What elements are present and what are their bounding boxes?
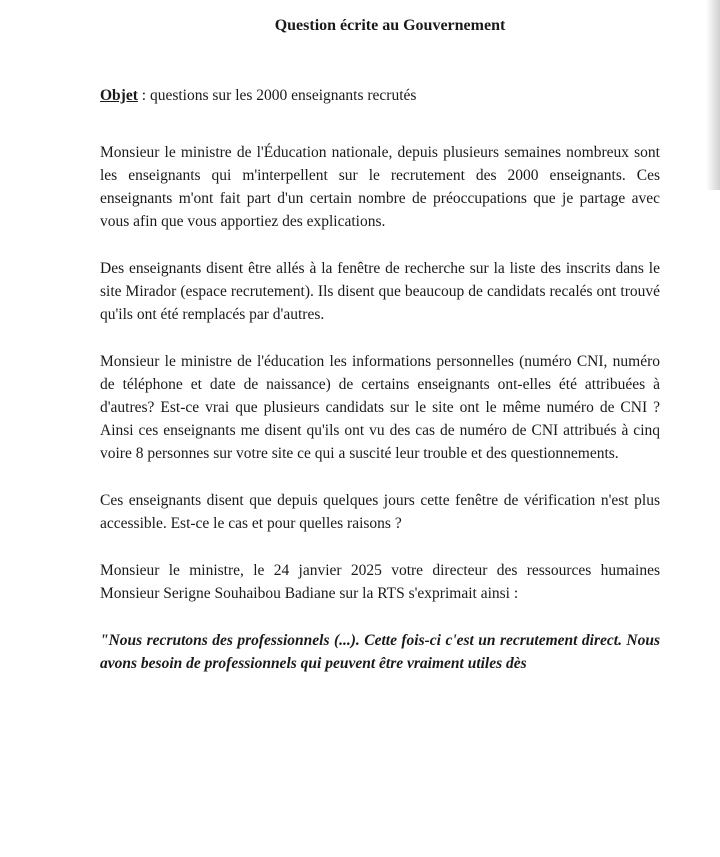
paragraph-4: Ces enseignants disent que depuis quelques jours cette fenêtre de vérification n'est plus accessible. Est-ce le cas et pour quelles raisons ? (100, 492, 660, 532)
objet-label: Objet (100, 87, 138, 104)
quote-paragraph: "Nous recrutons des professionnels (...). Cette fois-ci c'est un recrutement direct. Nous avons besoin de professionnels qui peuvent être vraiment utiles dès (100, 632, 660, 672)
paragraph-1: Monsieur le ministre de l'Éducation nationale, depuis plusieurs semaines nombreux sont les enseignants qui m'interpellent sur le recrutement des 2000 enseignants. Ces enseignants m'ont fait part d'un certain nombre de préoccupations que je partage avec vous afin que vous apportiez des explications. (100, 144, 660, 230)
paragraph-3: Monsieur le ministre de l'éducation les informations personnelles (numéro CNI, numéro de téléphone et date de naissance) de certains enseignants ont-elles été attribuées à d'autres? Est-ce vrai que plusieurs candidats sur le site ont le même numéro de CNI ? Ainsi ces enseignants me disent qu'ils ont vu des cas de numéro de CNI attribués à cinq voire 8 personnes sur votre site ce qui a suscité leur trouble et des questionnements. (100, 353, 660, 462)
objet-line (100, 84, 660, 107)
paragraph-2: Des enseignants disent être allés à la fenêtre de recherche sur la liste des inscrits dans le site Mirador (espace recrutement). Ils disent que beaucoup de candidats recalés ont trouvé qu'ils ont été remplacés par d'autres. (100, 260, 660, 323)
document-title: Question écrite au Gouvernement (274, 17, 506, 34)
objet-text: : questions sur les 2000 enseignants recrutés (137, 87, 417, 104)
page-edge-shadow (706, 0, 720, 190)
paragraph-5: Monsieur le ministre, le 24 janvier 2025 votre directeur des ressources humaines Monsieur Serigne Souhaibou Badiane sur la RTS s'exprimait ainsi : (100, 562, 660, 602)
